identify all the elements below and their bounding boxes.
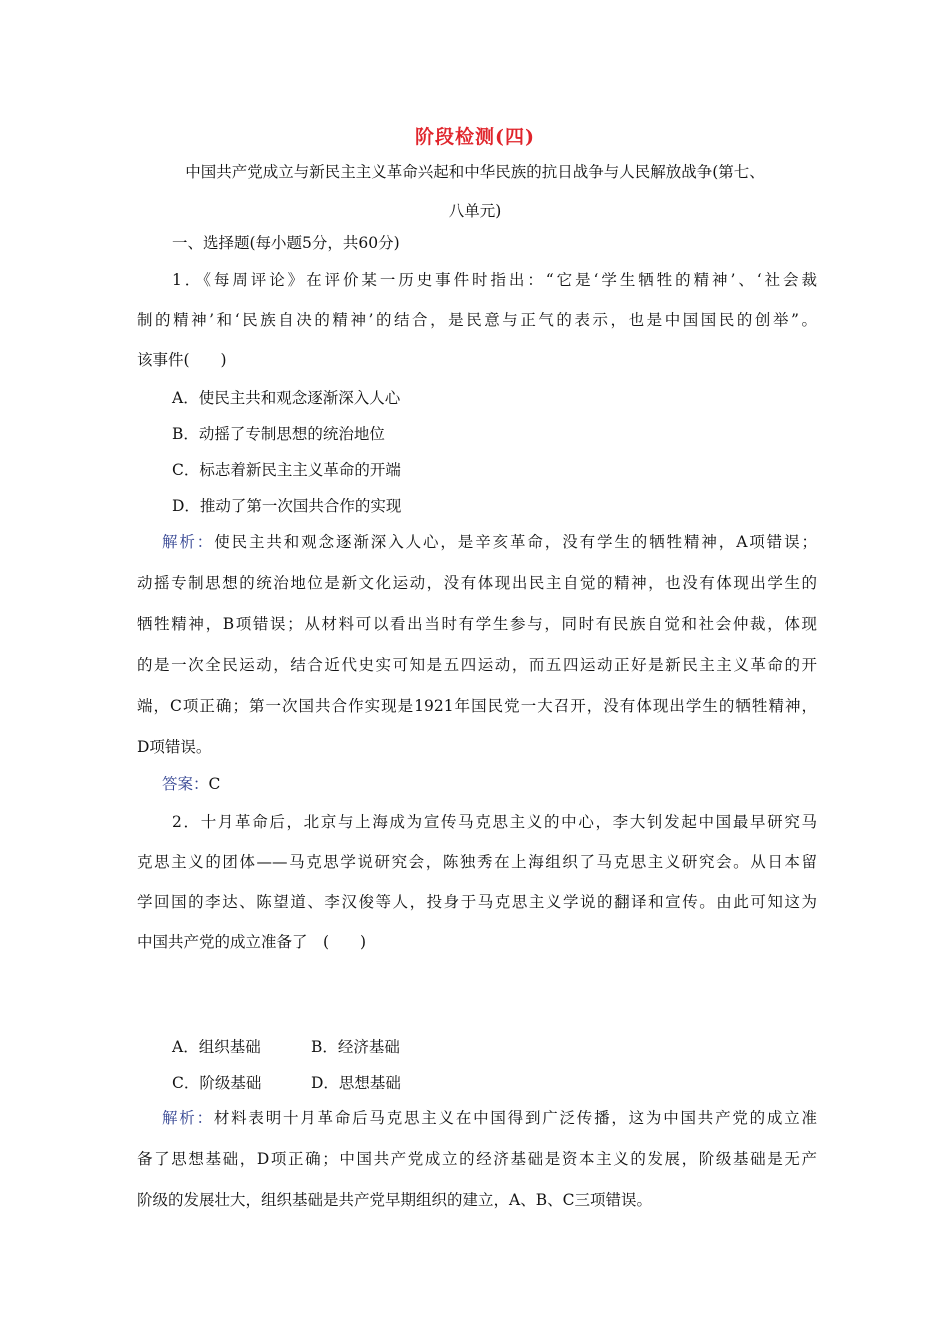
q1-analysis-text: 使民主共和观念逐渐深入人心，是辛亥革命，没有学生的牺牲精神，A项错误； bbox=[214, 533, 817, 551]
q1-analysis-line-3: 牺牲精神，B项错误；从材料可以看出当时有学生参与，同时有民族自觉和社会仲裁，体现 bbox=[137, 615, 817, 633]
q1-analysis-line-1 bbox=[162, 532, 817, 552]
q2-option-a: A．组织基础 bbox=[172, 1038, 261, 1056]
q1-option-d: D．推动了第一次国共合作的实现 bbox=[172, 497, 402, 515]
q2-stem-line-3: 学回国的李达、陈望道、李汉俊等人，投身于马克思主义学说的翻译和宣传。由此可知这为 bbox=[137, 893, 817, 911]
q2-analysis-line-3: 阶级的发展壮大，组织基础是共产党早期组织的建立，A、B、C三项错误。 bbox=[137, 1191, 652, 1209]
q1-analysis-line-5: 端，C项正确；第一次国共合作实现是1921年国民党一大召开，没有体现出学生的牺牲精神， bbox=[137, 697, 817, 715]
q1-stem-line-3: 该事件( ) bbox=[137, 351, 227, 369]
q1-analysis-line-2: 动摇专制思想的统治地位是新文化运动，没有体现出民主自觉的精神，也没有体现出学生的 bbox=[137, 574, 817, 592]
section-heading: 一、选择题(每小题5分，共60分) bbox=[172, 234, 400, 252]
q2-stem-line-4: 中国共产党的成立准备了 ( ) bbox=[137, 933, 367, 951]
q2-option-d: D．思想基础 bbox=[311, 1074, 401, 1092]
q2-analysis-label: 解析： bbox=[162, 1109, 214, 1127]
page-title: 阶段检测(四) bbox=[415, 126, 535, 148]
q2-stem-line-1: 2．十月革命后，北京与上海成为宣传马克思主义的中心，李大钊发起中国最早研究马 bbox=[172, 813, 817, 831]
q1-analysis-label: 解析： bbox=[162, 533, 215, 551]
q2-analysis-text: 材料表明十月革命后马克思主义在中国得到广泛传播，这为中国共产党的成立准 bbox=[213, 1109, 817, 1127]
q1-option-c: C．标志着新民主主义革命的开端 bbox=[172, 461, 401, 479]
q1-analysis-line-4: 的是一次全民运动，结合近代史实可知是五四运动，而五四运动正好是新民主主义革命的开 bbox=[137, 656, 817, 674]
q1-stem-line-2: 制的精神’和‘民族自决的精神’的结合，是民意与正气的表示，也是中国国民的创举”。 bbox=[137, 311, 817, 329]
q1-stem-line-1: 1．《每周评论》在评价某一历史事件时指出：“它是‘学生牺牲的精神’、‘社会裁 bbox=[172, 271, 817, 289]
q1-answer-value: C bbox=[208, 775, 221, 793]
q1-option-a: A．使民主共和观念逐渐深入人心 bbox=[172, 389, 401, 407]
q1-option-b: B．动摇了专制思想的统治地位 bbox=[172, 425, 385, 443]
q1-analysis-line-6: D项错误。 bbox=[137, 738, 212, 756]
q1-answer bbox=[162, 774, 817, 794]
q2-option-b: B．经济基础 bbox=[311, 1038, 400, 1056]
subtitle-line-2: 八单元) bbox=[448, 202, 502, 220]
q1-answer-label: 答案： bbox=[162, 775, 209, 793]
q2-analysis-line-1 bbox=[162, 1108, 817, 1128]
q2-options-row-2 bbox=[172, 1073, 817, 1093]
q2-analysis-line-2: 备了思想基础，D项正确；中国共产党成立的经济基础是资本主义的发展，阶级基础是无产 bbox=[137, 1150, 817, 1168]
q2-stem-line-2: 克思主义的团体——马克思学说研究会，陈独秀在上海组织了马克思主义研究会。从日本留 bbox=[137, 853, 817, 871]
subtitle-line-1: 中国共产党成立与新民主主义革命兴起和中华民族的抗日战争与人民解放战争(第七、 bbox=[185, 163, 765, 181]
q2-options-row-1 bbox=[172, 1037, 817, 1057]
q2-option-c: C．阶级基础 bbox=[172, 1074, 262, 1092]
